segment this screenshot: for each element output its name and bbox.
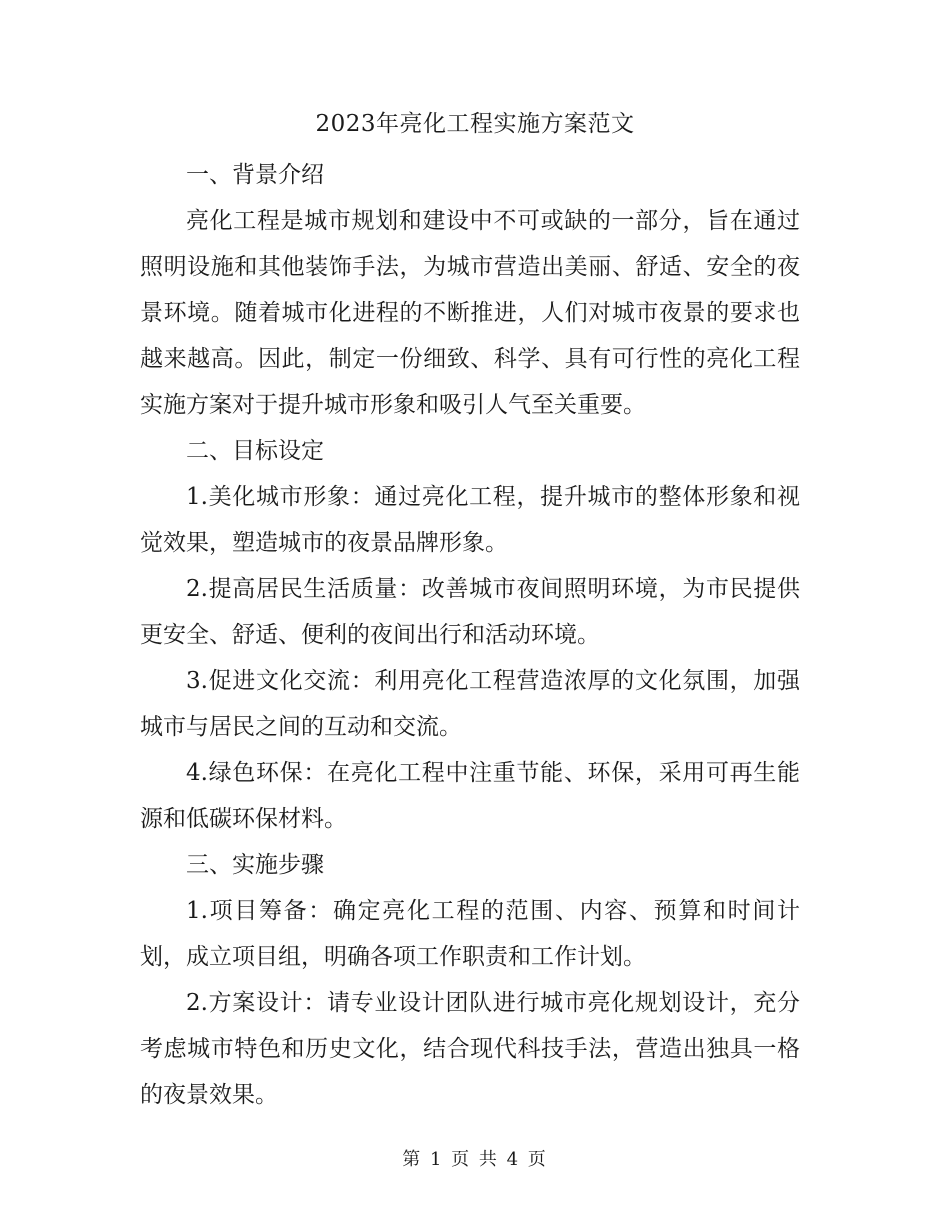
page-number-footer: 第 1 页 共 4 页 — [402, 1149, 548, 1170]
section-heading-steps: 三、实施步骤 — [186, 852, 324, 878]
section-heading-goals: 二、目标设定 — [186, 438, 324, 464]
goal-item-4: 4.绿色环保：在亮化工程中注重节能、环保，采用可再生能源和低碳环保材料。 — [140, 760, 800, 832]
step-item-2: 2.方案设计：请专业设计团队进行城市亮化规划设计，充分考虑城市特色和历史文化，结合现代科技手法，营造出独具一格的夜景效果。 — [140, 990, 800, 1108]
goal-item-2: 2.提高居民生活质量：改善城市夜间照明环境，为市民提供更安全、舒适、便利的夜间出行和活动环境。 — [140, 576, 800, 648]
section-heading-background: 一、背景介绍 — [186, 162, 324, 188]
document-body — [140, 152, 800, 1118]
paragraph-background: 亮化工程是城市规划和建设中不可或缺的一部分，旨在通过照明设施和其他装饰手法，为城市营造出美丽、舒适、安全的夜景环境。随着城市化进程的不断推进，人们对城市夜景的要求也越来越高。因此，制定一份细致、科学、具有可行性的亮化工程实施方案对于提升城市形象和吸引人气至关重要。 — [140, 208, 800, 418]
goal-item-1: 1.美化城市形象：通过亮化工程，提升城市的整体形象和视觉效果，塑造城市的夜景品牌形象。 — [140, 484, 800, 556]
document-title: 2023年亮化工程实施方案范文 — [315, 111, 635, 137]
step-item-1: 1.项目筹备：确定亮化工程的范围、内容、预算和时间计划，成立项目组，明确各项工作职责和工作计划。 — [140, 898, 800, 970]
goal-item-3: 3.促进文化交流：利用亮化工程营造浓厚的文化氛围，加强城市与居民之间的互动和交流。 — [140, 668, 800, 740]
